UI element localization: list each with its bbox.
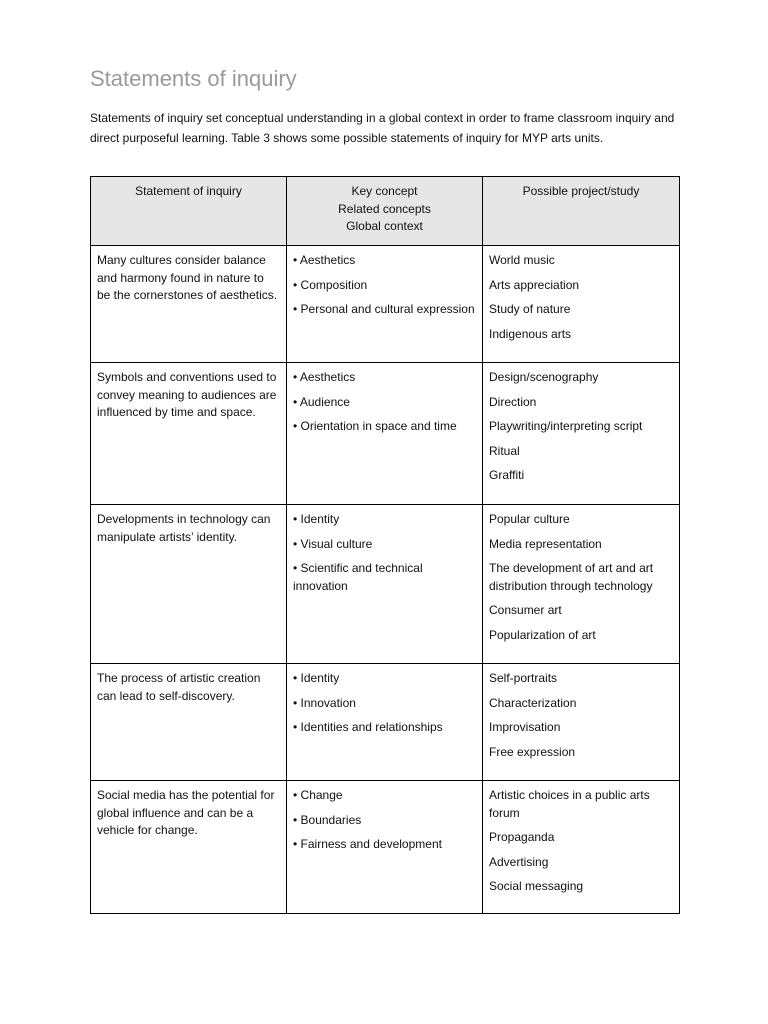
project-item: Graffiti xyxy=(489,468,525,482)
header-key-concept: Key concept xyxy=(351,184,418,198)
concept-item: • Boundaries xyxy=(293,812,362,827)
project-item: Improvisation xyxy=(489,720,561,734)
intro-paragraph: Statements of inquiry set conceptual understanding in a global context in order to frame classroom inquiry and direct purposeful learning. Table 3 shows some possible statements of inquiry for MYP arts units. xyxy=(90,111,675,145)
project-item: Media representation xyxy=(489,536,602,551)
project-item: Artistic choices in a public arts forum xyxy=(489,788,650,820)
concept-item: • Identity xyxy=(293,512,340,526)
table-row xyxy=(91,664,680,781)
concept-item: • Change xyxy=(293,788,343,802)
concept-item: • Personal and cultural expression xyxy=(293,302,475,316)
concepts-cell xyxy=(287,781,483,914)
table-header-row xyxy=(91,177,680,246)
project-item: Popular culture xyxy=(489,512,570,526)
project-item: Study of nature xyxy=(489,302,571,316)
project-item: Direction xyxy=(489,394,537,409)
concept-item: • Audience xyxy=(293,394,350,409)
project-item: Popularization of art xyxy=(489,627,596,642)
concepts-cell xyxy=(287,664,483,781)
statement-cell: Many cultures consider balance and harmony found in nature to be the cornerstones of aesthetics. xyxy=(91,246,287,363)
concepts-cell xyxy=(287,505,483,664)
table-row xyxy=(91,505,680,664)
project-item: World music xyxy=(489,253,555,267)
projects-cell xyxy=(483,363,680,505)
header-project: Possible project/study xyxy=(483,177,680,246)
projects-cell xyxy=(483,781,680,914)
project-item: Propaganda xyxy=(489,830,555,844)
table-row xyxy=(91,781,680,914)
concepts-cell xyxy=(287,246,483,363)
project-item: Advertising xyxy=(489,854,549,869)
header-concepts xyxy=(287,177,483,246)
concept-item: • Identity xyxy=(293,671,340,685)
concepts-cell xyxy=(287,363,483,505)
project-item: Indigenous arts xyxy=(489,326,572,341)
concept-item: • Orientation in space and time xyxy=(293,419,457,433)
project-item: The development of art and art distribution through technology xyxy=(489,561,654,593)
table-row xyxy=(91,246,680,363)
concept-item: • Aesthetics xyxy=(293,370,356,384)
projects-cell xyxy=(483,505,680,664)
concept-item: • Fairness and development xyxy=(293,837,442,851)
page-title: Statements of inquiry xyxy=(90,66,297,91)
statement-cell: Developments in technology can manipulate artists’ identity. xyxy=(91,505,287,664)
project-item: Design/scenography xyxy=(489,370,599,384)
statement-cell: Symbols and conventions used to convey meaning to audiences are influenced by time and space. xyxy=(91,363,287,505)
project-item: Self-portraits xyxy=(489,671,558,685)
table-row xyxy=(91,363,680,505)
project-item: Arts appreciation xyxy=(489,277,580,292)
project-item: Playwriting/interpreting script xyxy=(489,419,643,433)
concept-item: • Identities and relationships xyxy=(293,720,443,734)
projects-cell xyxy=(483,664,680,781)
concept-item: • Composition xyxy=(293,277,368,292)
header-global-context: Global context xyxy=(346,219,423,233)
projects-cell xyxy=(483,246,680,363)
statement-cell: The process of artistic creation can lead to self-discovery. xyxy=(91,664,287,781)
concept-item: • Aesthetics xyxy=(293,253,356,267)
statements-table xyxy=(90,176,680,914)
project-item: Consumer art xyxy=(489,603,562,617)
concept-item: • Innovation xyxy=(293,695,356,710)
project-item: Free expression xyxy=(489,744,576,759)
header-statement: Statement of inquiry xyxy=(91,177,287,246)
project-item: Characterization xyxy=(489,695,577,710)
concept-item: • Scientific and technical innovation xyxy=(293,561,423,593)
header-related-concepts: Related concepts xyxy=(338,201,431,216)
project-item: Ritual xyxy=(489,443,520,458)
statement-cell: Social media has the potential for global influence and can be a vehicle for change. xyxy=(91,781,287,914)
concept-item: • Visual culture xyxy=(293,536,373,551)
project-item: Social messaging xyxy=(489,879,584,893)
